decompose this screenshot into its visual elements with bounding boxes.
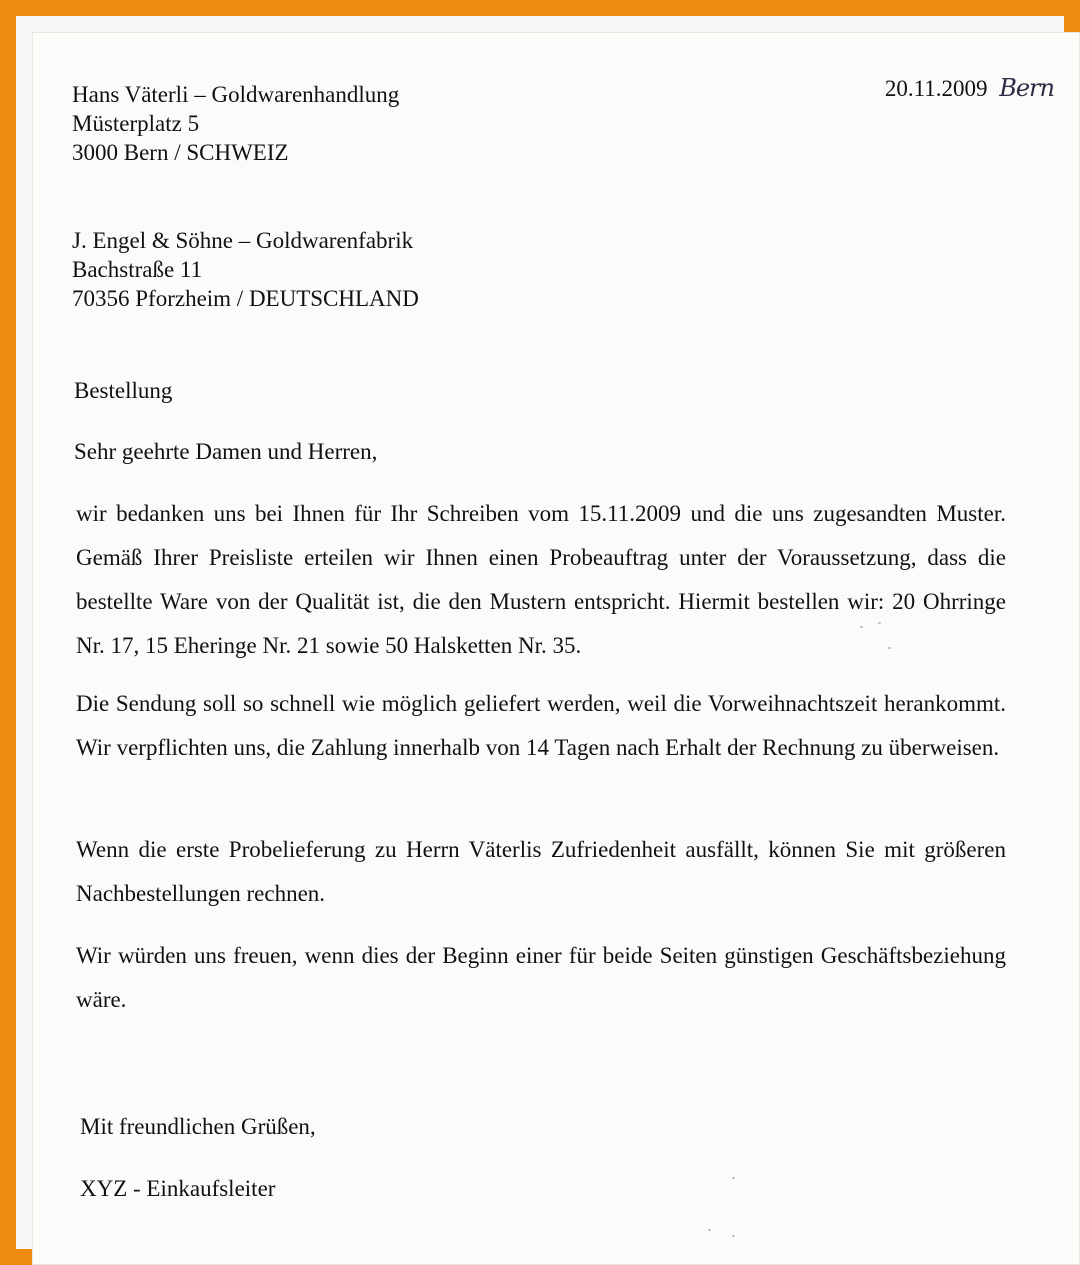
scan-speck	[878, 622, 881, 624]
scan-speck	[732, 1235, 735, 1237]
scan-speck	[732, 1177, 735, 1179]
recipient-city: 70356 Pforzheim / DEUTSCHLAND	[72, 286, 419, 311]
date-text: 20.11.2009	[884, 76, 988, 101]
letter-signature: XYZ - Einkaufsleiter	[80, 1176, 276, 1201]
scan-speck	[860, 626, 863, 628]
body-paragraph-1: wir bedanken uns bei Ihnen für Ihr Schreiben vom 15.11.2009 und die uns zugesandten Muster. Gemäß Ihrer Preisliste erteilen wir Ihnen einen Probeauftrag unter der Voraussetzung, dass die bestellte Ware von der Qualität ist, die den Mustern entspricht. Hiermit bestellen wir: 20 Ohrringe Nr. 17, 15 Eheringe Nr. 21 sowie 50 Halsketten Nr. 35.	[76, 501, 1006, 658]
sender-name: Hans Väterli – Goldwarenhandlung	[72, 82, 400, 107]
recipient-address	[72, 226, 419, 313]
recipient-street: Bachstraße 11	[72, 257, 203, 282]
letter-closing: Mit freundlichen Grüßen,	[80, 1114, 316, 1139]
sender-address	[72, 80, 399, 167]
body-paragraph-3: Wenn die erste Probelieferung zu Herrn Väterlis Zufriedenheit ausfällt, können Sie mit größeren Nachbestellungen rechnen.	[76, 837, 1006, 906]
body-paragraph-2: Die Sendung soll so schnell wie möglich geliefert werden, weil die Vorweihnachtszeit herankommt. Wir verpflichten uns, die Zahlung innerhalb von 14 Tagen nach Erhalt der Rechnung zu überweisen.	[76, 691, 1006, 760]
recipient-name: J. Engel & Söhne – Goldwarenfabrik	[72, 228, 414, 253]
letter-salutation: Sehr geehrte Damen und Herren,	[74, 439, 378, 464]
body-paragraph-4: Wir würden uns freuen, wenn dies der Beginn einer für beide Seiten günstigen Geschäftsbeziehung wäre.	[76, 943, 1006, 1012]
letter-page	[32, 32, 1080, 1265]
sender-street: Müsterplatz 5	[72, 111, 200, 136]
scan-speck	[708, 1229, 711, 1231]
letter-date	[885, 74, 1054, 103]
letter-subject: Bestellung	[74, 378, 173, 403]
scan-speck	[888, 647, 891, 649]
sender-city: 3000 Bern / SCHWEIZ	[72, 140, 289, 165]
handwritten-place: Bern	[999, 74, 1054, 102]
